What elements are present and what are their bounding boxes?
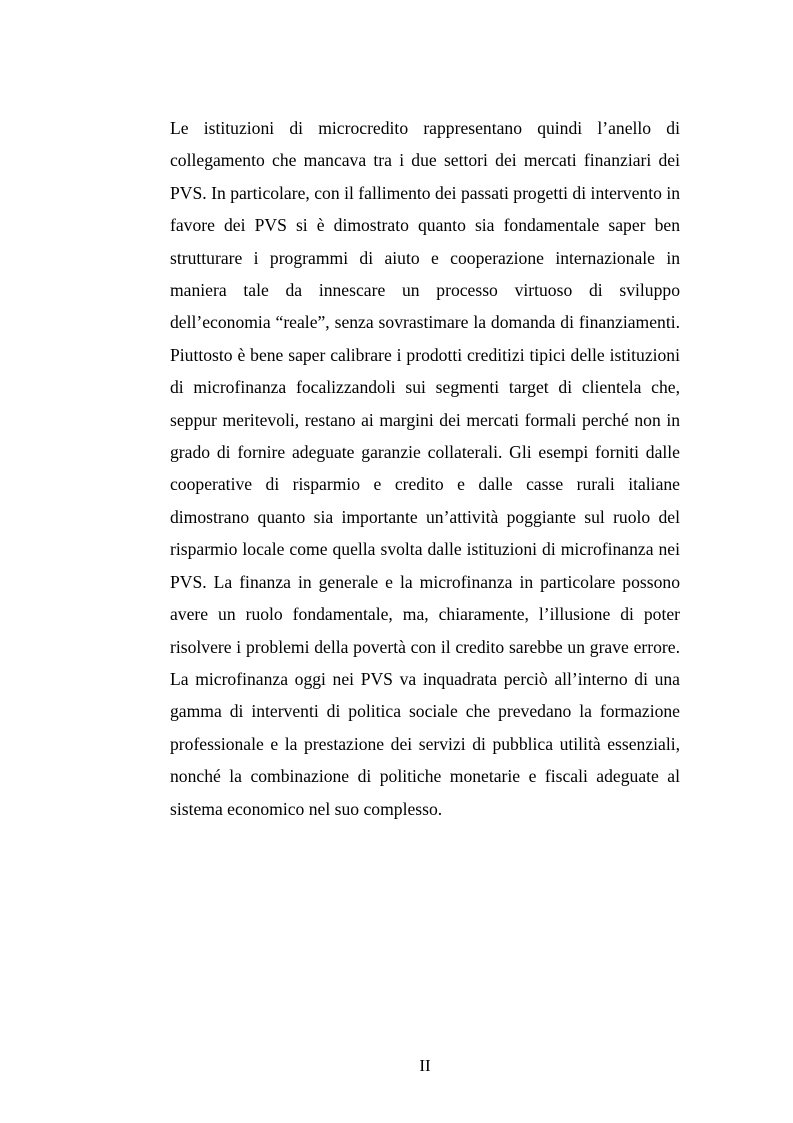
page-number: II [419,1056,431,1075]
body-paragraph: Le istituzioni di microcredito rappresentano quindi l’anello di collegamento che mancava tra i due settori dei mercati finanziari dei PVS. In particolare, con il fallimento dei passati progetti di intervento in favore dei PVS si è dimostrato quanto sia fondamentale saper ben strutturare i programmi di aiuto e cooperazione internazionale in maniera tale da innescare un processo virtuoso di sviluppo dell’economia “reale”, senza sovrastimare la domanda di finanziamenti. Piuttosto è bene saper calibrare i prodotti creditizi tipici delle istituzioni di microfinanza focalizzandoli sui segmenti target di clientela che, seppur meritevoli, restano ai margini dei mercati formali perché non in grado di fornire adeguate garanzie collaterali. Gli esempi forniti dalle cooperative di risparmio e credito e dalle casse rurali italiane dimostrano quanto sia importante un’attività poggiante sul ruolo del risparmio locale come quella svolta dalle istituzioni di microfinanza nei PVS. La finanza in generale e la microfinanza in particolare possono avere un ruolo fondamentale, ma, chiaramente, l’illusione di poter risolvere i problemi della povertà con il credito sarebbe un grave errore. La microfinanza oggi nei PVS va inquadrata perciò all’interno di una gamma di interventi di politica sociale che prevedano la formazione professionale e la prestazione dei servizi di pubblica utilità essenziali, nonché la combinazione di politiche monetarie e fiscali adeguate al sistema economico nel suo complesso. [170,118,680,819]
